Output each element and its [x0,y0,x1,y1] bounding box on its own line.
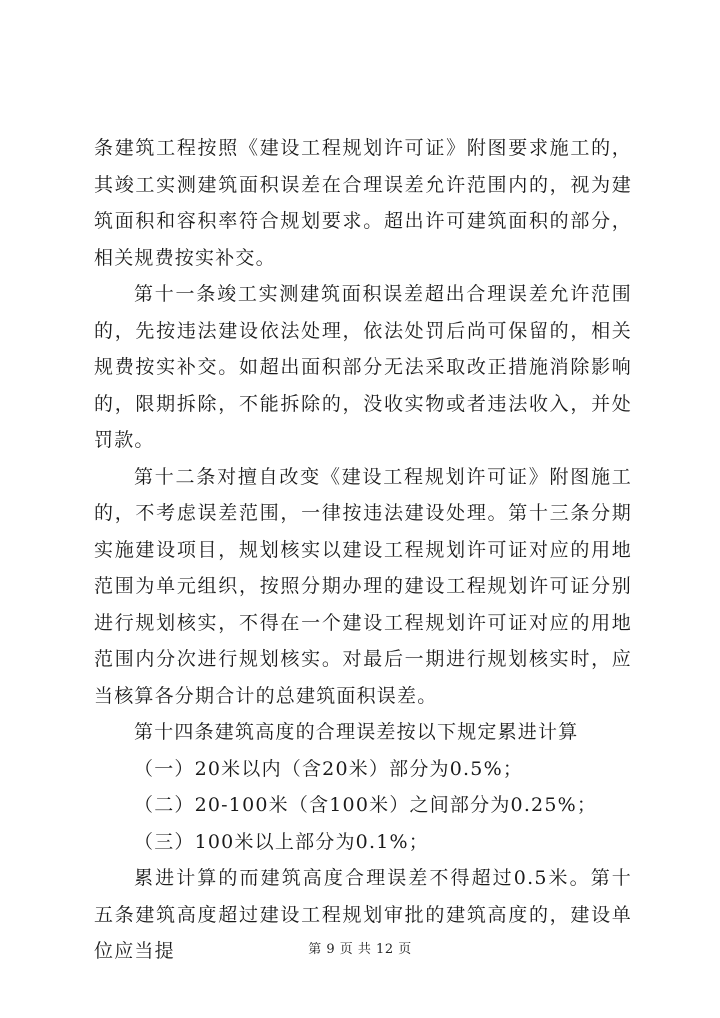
paragraph-article-15: 累进计算的而建筑高度合理误差不得超过0.5米。第十五条建筑高度超过建设工程规划审批的建筑高度的，建设单位应当提 [94,867,632,962]
document-body [94,130,632,970]
list-item-2: （二）20-100米（含100米）之间部分为0.25%； [134,794,598,816]
paragraph-article-12-13: 第十二条对擅自改变《建设工程规划许可证》附图施工的，不考虑误差范围，一律按违法建设处理。第十三条分期实施建设项目，规划核实以建设工程规划许可证对应的用地范围为单元组织，按照分期办理的建设工程规划许可证分别进行规划核实，不得在一个建设工程规划许可证对应的用地范围内分次进行规划核实。对最后一期进行规划核实时，应当核算各分期合计的总建筑面积误差。 [94,465,632,707]
list-item-3: （三）100米以上部分为0.1%； [134,830,429,853]
page-number-footer: 第 9 页 共 12 页 [308,942,412,957]
paragraph-article-11: 第十一条竣工实测建筑面积误差超出合理误差允许范围的，先按违法建设依法处理，依法处罚后尚可保留的，相关规费按实补交。如超出面积部分无法采取改正措施消除影响的，限期拆除，不能拆除的，没收实物或者违法收入，并处罚款。 [94,283,632,451]
list-item-1: （一）20米以内（含20米）部分为0.5%； [134,757,524,780]
paragraph-article-14: 第十四条建筑高度的合理误差按以下规定累进计算 [134,721,579,743]
paragraph-continuation: 条建筑工程按照《建设工程规划许可证》附图要求施工的，其竣工实测建筑面积误差在合理误差允许范围内的，视为建筑面积和容积率符合规划要求。超出许可建筑面积的部分，相关规费按实补交。 [94,137,632,269]
